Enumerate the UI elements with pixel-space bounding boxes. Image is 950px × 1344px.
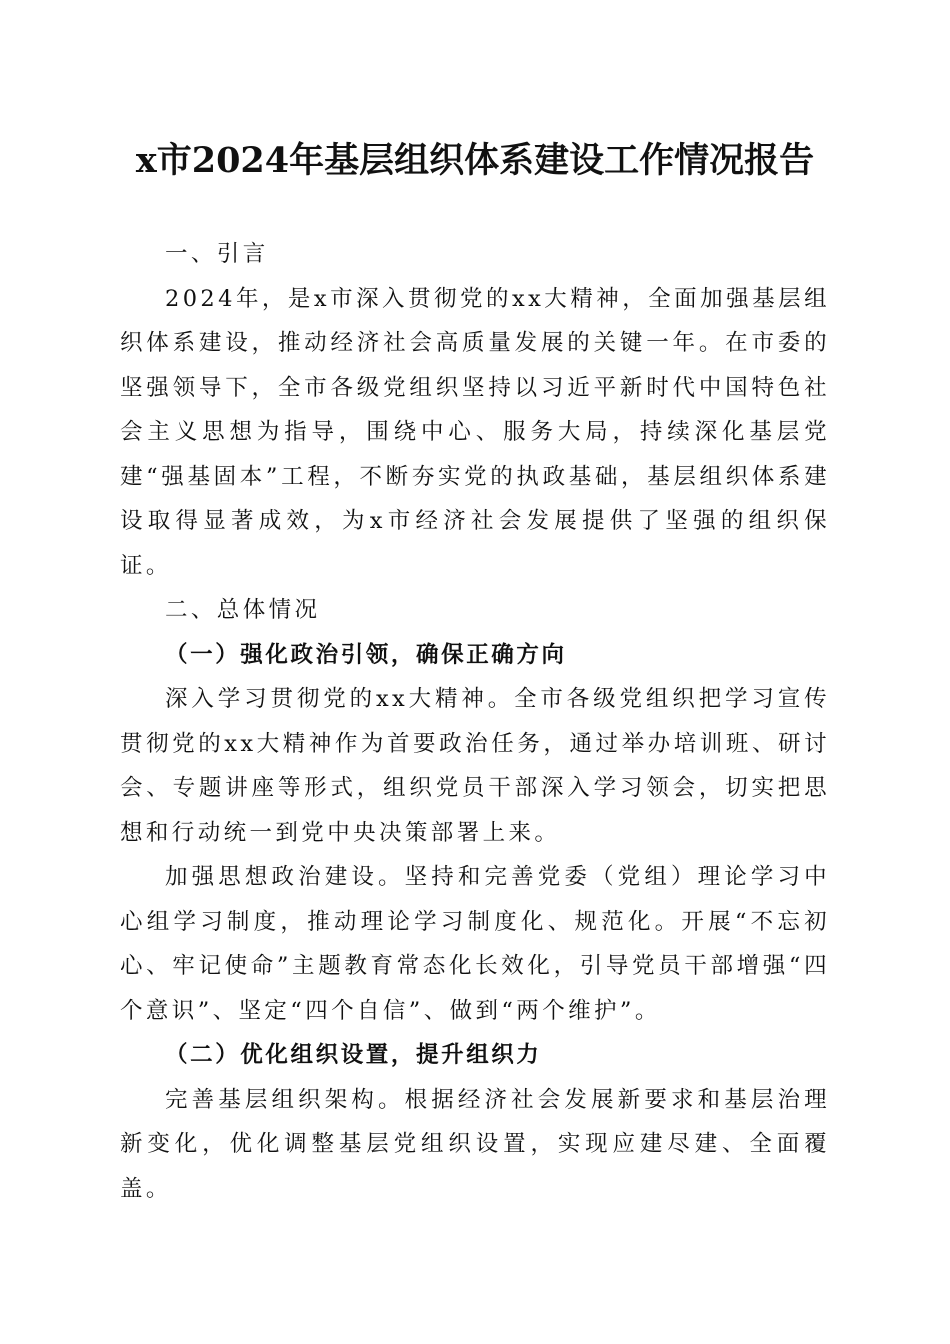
paragraph-organization-structure: 完善基层组织架构。根据经济社会发展新要求和基层治理新变化，优化调整基层党组织设置，实现应建尽建、全面覆盖。 [120,1086,830,1202]
section-heading-overview: 二、总体情况 [165,597,321,623]
subsection-heading-political-guidance: （一）强化政治引领，确保正确方向 [165,641,567,668]
paragraph-study-congress-spirit: 深入学习贯彻党的xx大精神。全市各级党组织把学习宣传贯彻党的xx大精神作为首要政治任务，通过举办培训班、研讨会、专题讲座等形式，组织党员干部深入学习领会，切实把思想和行动统一到党中央决策部署上来。 [120,686,830,846]
document-title: x市2024年基层组织体系建设工作情况报告 [135,140,815,181]
paragraph-ideological-building: 加强思想政治建设。坚持和完善党委（党组）理论学习中心组学习制度，推动理论学习制度化、规范化。开展“不忘初心、牢记使命”主题教育常态化长效化，引导党员干部增强“四个意识”、坚定“四个自信”、做到“两个维护”。 [120,864,830,1024]
section-heading-introduction: 一、引言 [165,241,269,267]
subsection-heading-organization-setup: （二）优化组织设置，提升组织力 [165,1042,542,1068]
document-body [120,232,830,1211]
paragraph-introduction: 2024年，是x市深入贯彻党的xx大精神，全面加强基层组织体系建设，推动经济社会高质量发展的关键一年。在市委的坚强领导下，全市各级党组织坚持以习近平新时代中国特色社会主义思想为指导，围绕中心、服务大局，持续深化基层党建“强基固本”工程，不断夯实党的执政基础，基层组织体系建设取得显著成效，为x市经济社会发展提供了坚强的组织保证。 [120,285,830,579]
